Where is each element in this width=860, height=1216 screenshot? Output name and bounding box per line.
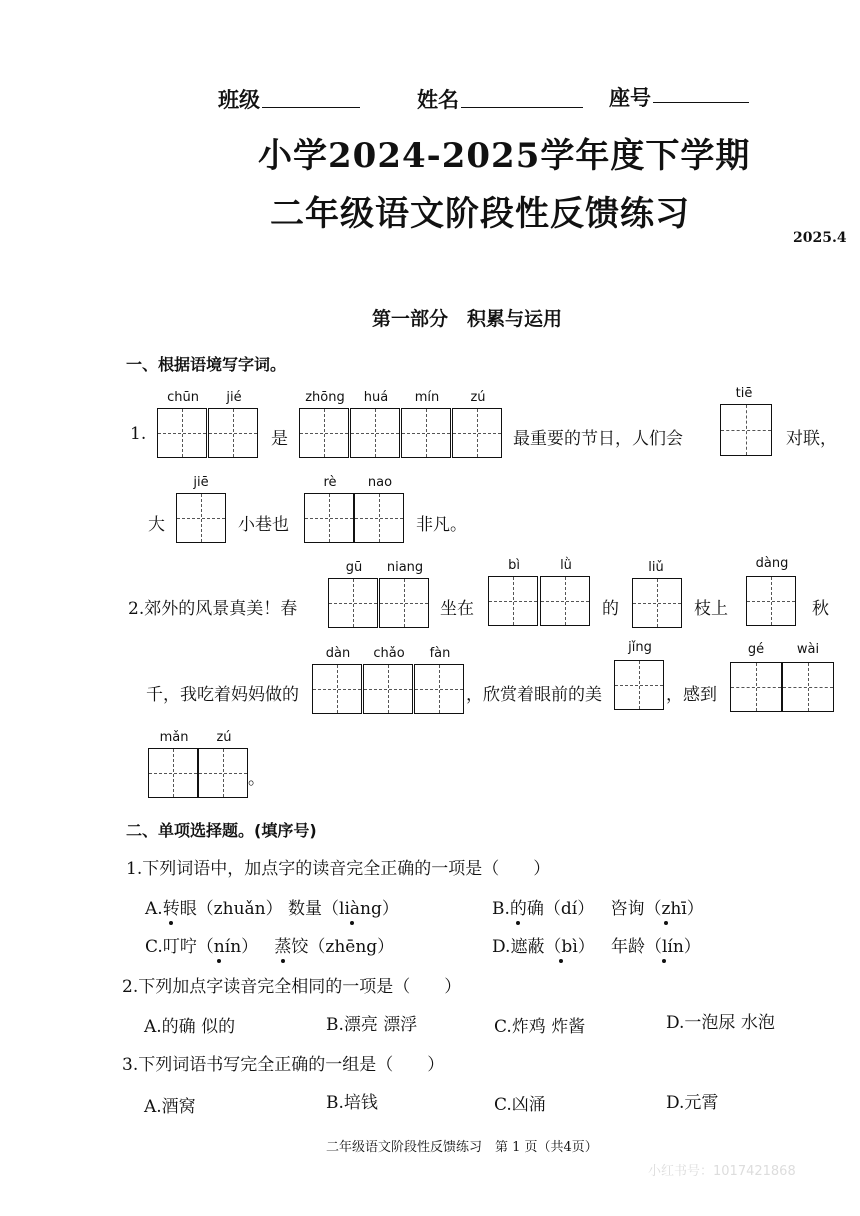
q2-text: ，感到 xyxy=(666,685,717,705)
writing-box[interactable] xyxy=(328,578,378,628)
writing-box[interactable] xyxy=(354,493,404,543)
dotted-char: 量（liàng） xyxy=(305,899,399,919)
q2-text: 枝上 xyxy=(694,599,728,619)
name-label: 姓名 xyxy=(417,88,459,112)
writing-box[interactable] xyxy=(304,493,354,543)
writing-box[interactable] xyxy=(720,404,772,456)
section1-title: 一、根据语境写字词。 xyxy=(126,355,287,374)
option-text: 饺（zhēng） xyxy=(291,937,395,957)
option-text: 眼（zhuǎn） xyxy=(179,899,283,919)
seat-label: 座号 xyxy=(609,86,651,110)
q1-text: 对联， xyxy=(786,429,837,449)
q1-text: 非凡。 xyxy=(416,515,467,535)
q1-text: 最重要的节日，人们会 xyxy=(513,429,683,449)
writing-box[interactable] xyxy=(363,664,413,714)
pinyin: mǎn xyxy=(159,730,189,745)
title-line2: 二年级语文阶段性反馈练习 xyxy=(270,194,690,234)
option-text: 数 xyxy=(288,899,306,919)
option-text: 遮 xyxy=(510,937,528,957)
option-text: 确（dí） xyxy=(526,899,595,919)
writing-box[interactable] xyxy=(299,408,349,458)
option-text: 叮 xyxy=(162,937,180,957)
writing-box[interactable] xyxy=(730,662,782,712)
pinyin: fàn xyxy=(429,646,451,661)
pinyin: liǔ xyxy=(648,560,664,575)
mc-option-d[interactable] xyxy=(492,932,701,957)
dotted-char: 的 xyxy=(509,899,527,919)
writing-box[interactable] xyxy=(148,748,198,798)
pinyin: chǎo xyxy=(373,646,405,661)
q2-text: 。 xyxy=(248,769,265,789)
pinyin: zú xyxy=(470,390,486,405)
page-footer: 二年级语文阶段性反馈练习 第 1 页（共4页） xyxy=(326,1140,598,1155)
writing-box[interactable] xyxy=(782,662,834,712)
name-blank[interactable] xyxy=(461,107,583,108)
mc-option-a[interactable]: A.的确 似的 xyxy=(144,1017,236,1037)
mc-option-b[interactable]: B.培钱 xyxy=(326,1093,378,1113)
pinyin: zú xyxy=(216,730,232,745)
mc-stem: 1.下列词语中，加点字的读音完全正确的一项是（ ） xyxy=(126,859,551,879)
writing-box[interactable] xyxy=(208,408,258,458)
pinyin: huá xyxy=(363,390,389,405)
pinyin: jié xyxy=(226,390,242,405)
option-label: B. xyxy=(492,899,510,919)
pinyin: rè xyxy=(323,475,337,490)
pinyin: jǐng xyxy=(628,640,652,655)
pinyin: wài xyxy=(796,642,820,657)
mc-option-a[interactable]: A.酒窝 xyxy=(144,1097,196,1117)
writing-box[interactable] xyxy=(379,578,429,628)
pinyin: niang xyxy=(386,560,424,575)
option-text: 咨 xyxy=(610,899,628,919)
dotted-char: 咛（nín） xyxy=(179,937,259,957)
writing-box[interactable] xyxy=(614,660,664,710)
pinyin: mín xyxy=(414,390,440,405)
mc-option-a[interactable] xyxy=(145,894,399,919)
dotted-char: 转 xyxy=(162,899,180,919)
mc-stem: 3.下列词语书写完全正确的一组是（ ） xyxy=(122,1055,445,1075)
section2-title: 二、单项选择题。(填序号) xyxy=(126,821,317,840)
writing-box[interactable] xyxy=(350,408,400,458)
q1-text: 小巷也 xyxy=(238,515,289,535)
pinyin: dàn xyxy=(325,646,351,661)
class-blank[interactable] xyxy=(262,107,360,108)
mc-option-c[interactable]: C.炸鸡 炸酱 xyxy=(494,1017,586,1037)
q2-text: 的 xyxy=(602,599,619,619)
pinyin: gū xyxy=(345,560,363,575)
writing-box[interactable] xyxy=(746,576,796,626)
option-label: C. xyxy=(145,937,163,957)
pinyin: tiē xyxy=(735,386,753,401)
writing-box[interactable] xyxy=(312,664,362,714)
q1-text: 大 xyxy=(148,515,165,535)
title-line1: 小学2024-2025学年度下学期 xyxy=(258,136,751,176)
writing-box[interactable] xyxy=(198,748,248,798)
q2-text: 秋 xyxy=(812,599,829,619)
q1-text: 是 xyxy=(271,429,288,449)
pinyin: nao xyxy=(367,475,393,490)
writing-box[interactable] xyxy=(401,408,451,458)
mc-stem: 2.下列加点字读音完全相同的一项是（ ） xyxy=(122,977,462,997)
option-text: 年 xyxy=(610,937,628,957)
part1-title: 第一部分 积累与运用 xyxy=(372,308,563,330)
q2-text: 坐在 xyxy=(440,599,474,619)
dotted-char: 询（zhī） xyxy=(627,899,704,919)
writing-box[interactable] xyxy=(540,576,590,626)
q2-text: ，欣赏着眼前的美 xyxy=(466,685,602,705)
q1-number: 1. xyxy=(130,424,147,444)
pinyin: lǜ xyxy=(560,558,572,573)
writing-box[interactable] xyxy=(488,576,538,626)
mc-option-b[interactable]: B.漂亮 漂浮 xyxy=(326,1015,418,1035)
mc-option-d[interactable]: D.一泡尿 水泡 xyxy=(666,1013,775,1033)
q2-text: 2.郊外的风景真美！春 xyxy=(128,599,298,619)
class-label: 班级 xyxy=(218,88,260,112)
exam-date: 2025.4 xyxy=(793,230,847,246)
mc-option-c[interactable] xyxy=(145,932,394,957)
writing-box[interactable] xyxy=(414,664,464,714)
pinyin: dàng xyxy=(755,556,789,571)
q2-text: 千，我吃着妈妈做的 xyxy=(146,685,299,705)
writing-box[interactable] xyxy=(157,408,207,458)
seat-blank[interactable] xyxy=(653,102,749,103)
pinyin: chūn xyxy=(167,390,199,405)
mc-option-d[interactable]: D.元霄 xyxy=(666,1093,719,1113)
dotted-char: 蔽（bì） xyxy=(527,937,595,957)
mc-option-c[interactable]: C.凶涌 xyxy=(494,1095,546,1115)
writing-box[interactable] xyxy=(632,578,682,628)
pinyin: gé xyxy=(747,642,765,657)
mc-option-b[interactable] xyxy=(492,894,704,919)
pinyin: bì xyxy=(508,558,520,573)
writing-box[interactable] xyxy=(176,493,226,543)
watermark: 小红书号：1017421868 xyxy=(648,1164,796,1179)
pinyin: zhōng xyxy=(305,390,345,405)
writing-box[interactable] xyxy=(452,408,502,458)
dotted-char: 龄（lín） xyxy=(627,937,701,957)
dotted-char: 蒸 xyxy=(274,937,292,957)
option-label: D. xyxy=(492,937,511,957)
pinyin: jiē xyxy=(193,475,209,490)
option-label: A. xyxy=(145,899,163,919)
